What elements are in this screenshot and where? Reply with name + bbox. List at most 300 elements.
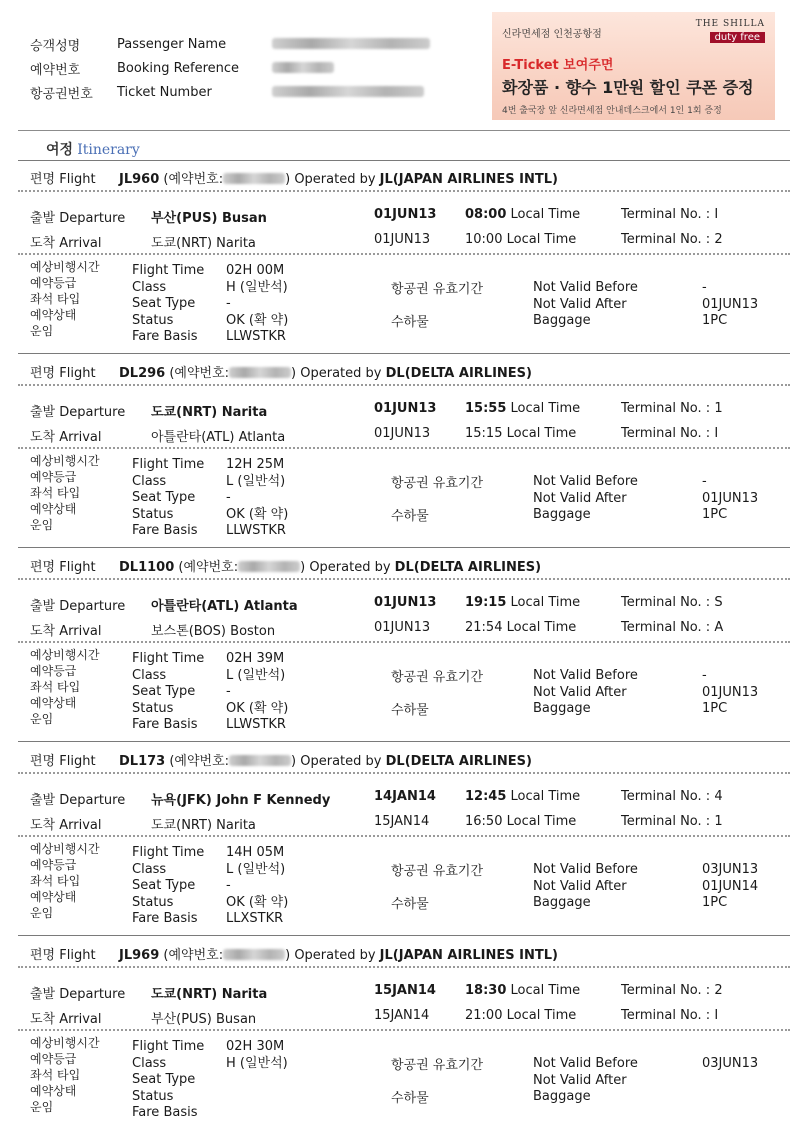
flight-header-line: DL173 (예약번호: ) Operated by DL(DELTA AIRLINES) — [119, 754, 532, 769]
seat-label-en: Seat Type — [132, 684, 196, 699]
arrival-code: (ATL) — [201, 430, 235, 445]
promo-banner[interactable] — [492, 12, 775, 120]
local-time-label: Local Time — [510, 207, 581, 222]
departure-terminal-block — [621, 595, 723, 610]
flight-header-line: JL960 (예약번호: ) Operated by JL(JAPAN AIRLINES INTL) — [119, 172, 558, 187]
arrival-date: 01JUN13 — [374, 620, 431, 635]
flight-number: DL296 — [119, 366, 166, 381]
departure-code: (JFK) — [176, 793, 212, 808]
flight-label: 편명 Flight — [30, 560, 96, 575]
promo-store: 신라면세점 인천공항점 — [502, 29, 602, 40]
itinerary-title-en: Itinerary — [77, 142, 140, 158]
detail-labels-en — [132, 845, 204, 928]
nva-value: 01JUN13 — [702, 490, 759, 506]
fare-label-en: Fare Basis — [132, 523, 198, 538]
arrival-date: 15JAN14 — [374, 814, 430, 829]
fare-label-en: Fare Basis — [132, 717, 198, 732]
baggage-label-ko: 수하물 — [391, 315, 429, 330]
status-value: OK (확 약) — [226, 700, 289, 716]
nvb-label: Not Valid Before — [533, 474, 638, 489]
arrival-terminal-block — [621, 814, 723, 829]
status-value: OK (확 약) — [226, 506, 289, 522]
flight-label: 편명 Flight — [30, 948, 96, 963]
arrival-time-block — [465, 232, 576, 247]
departure-time: 19:15 — [465, 595, 507, 610]
arrival-label: 도착 Arrival — [30, 818, 102, 833]
class-label-en: Class — [132, 1055, 167, 1071]
terminal-label: Terminal No. : — [621, 789, 711, 804]
local-time-label: Local Time — [506, 814, 577, 829]
local-time-label: Local Time — [510, 983, 581, 998]
status-label-ko: 예약상태 — [30, 1084, 77, 1098]
detail-values — [226, 651, 288, 734]
header-divider — [18, 130, 790, 131]
baggage-value: 1PC — [702, 507, 728, 522]
segment-booking-redacted — [223, 173, 285, 184]
arrival-terminal-block — [621, 426, 718, 441]
seat-value: - — [226, 490, 231, 505]
detail-labels-en — [132, 457, 204, 540]
arrival-time: 16:50 — [465, 814, 503, 829]
status-label-en: Status — [132, 894, 174, 910]
arrival-label: 도착 Arrival — [30, 1012, 102, 1027]
arrival-terminal: I — [714, 1008, 719, 1023]
flight-time-label-en: Flight Time — [132, 845, 205, 860]
class-label-en: Class — [132, 473, 167, 489]
arrival-airport — [151, 1008, 256, 1027]
arrival-terminal: 1 — [714, 814, 723, 829]
flight-time-label-ko: 예상비행시간 — [30, 648, 100, 662]
flight-header-line: DL1100 (예약번호: ) Operated by DL(DELTA AIRLINES) — [119, 560, 542, 575]
segment-dotted-divider — [18, 772, 790, 774]
departure-terminal-block — [621, 401, 723, 416]
arrival-label: 도착 Arrival — [30, 430, 102, 445]
terminal-label: Terminal No. : — [621, 814, 711, 829]
arrival-time: 10:00 — [465, 232, 503, 247]
arrival-time-block — [465, 620, 576, 635]
booking-prefix: (예약번호: — [163, 172, 224, 187]
departure-airport — [151, 595, 298, 614]
departure-terminal-block — [621, 789, 723, 804]
ticket-label-en: Ticket Number — [117, 85, 212, 100]
departure-terminal-block — [621, 207, 718, 222]
nva-label: Not Valid After — [533, 684, 627, 700]
arrival-airport — [151, 232, 256, 251]
ticket-label-ko: 항공권번호 — [30, 87, 93, 102]
baggage-label-en: Baggage — [533, 507, 591, 522]
baggage-label-ko: 수하물 — [391, 703, 429, 718]
departure-terminal: 1 — [714, 401, 723, 416]
operator-name: DL(DELTA AIRLINES) — [385, 366, 532, 381]
passenger-name-redacted — [272, 38, 430, 49]
arrival-city: Narita — [216, 818, 256, 833]
booking-label-en: Booking Reference — [117, 61, 240, 76]
arrival-time-block — [465, 1008, 576, 1023]
departure-time-block — [465, 789, 580, 804]
validity-label-ko: 항공권 유효기간 — [391, 1058, 484, 1073]
fare-label-ko: 운임 — [30, 906, 54, 920]
booking-label-ko: 예약번호 — [30, 63, 81, 78]
booking-ref-redacted — [272, 62, 334, 73]
status-value: OK (확 약) — [226, 894, 289, 910]
segment-booking-redacted — [223, 949, 285, 960]
terminal-label: Terminal No. : — [621, 620, 711, 635]
departure-label: 출발 Departure — [30, 211, 126, 226]
departure-city: Narita — [221, 405, 268, 420]
nva-label: Not Valid After — [533, 878, 627, 894]
detail-labels-en — [132, 263, 204, 346]
promo-line-3: 4번 출국장 앞 신라면세점 안내데스크에서 1인 1회 증정 — [502, 106, 722, 116]
local-time-label: Local Time — [510, 401, 581, 416]
terminal-label: Terminal No. : — [621, 426, 711, 441]
flight-label: 편명 Flight — [30, 366, 96, 381]
baggage-label-ko: 수하물 — [391, 509, 429, 524]
flight-time-label-ko: 예상비행시간 — [30, 454, 100, 468]
nva-label: Not Valid After — [533, 490, 627, 506]
baggage-label-en: Baggage — [533, 313, 591, 328]
baggage-value: 1PC — [702, 313, 728, 328]
departure-date: 14JAN14 — [374, 789, 436, 804]
nva-value: 01JUN13 — [702, 684, 759, 700]
departure-time-block — [465, 207, 580, 222]
validity-label-ko: 항공권 유효기간 — [391, 282, 484, 297]
flight-number: DL1100 — [119, 560, 175, 575]
flight-number: JL969 — [119, 948, 160, 963]
segment-dotted-divider — [18, 966, 790, 968]
departure-label: 출발 Departure — [30, 793, 126, 808]
departure-time: 18:30 — [465, 983, 507, 998]
arrival-airport — [151, 814, 256, 833]
flight-time-label-en: Flight Time — [132, 263, 205, 278]
detail-labels-ko — [30, 259, 100, 339]
departure-terminal: 2 — [714, 983, 723, 998]
class-label-en: Class — [132, 667, 167, 683]
operator-name: JL(JAPAN AIRLINES INTL) — [379, 948, 558, 963]
booking-prefix: (예약번호: — [169, 366, 230, 381]
fare-label-ko: 운임 — [30, 1100, 54, 1114]
nva-value: 01JUN13 — [702, 296, 759, 312]
seat-label-ko: 좌석 타입 — [30, 1068, 81, 1082]
class-label-ko: 예약등급 — [30, 1052, 77, 1066]
segment-dotted-divider — [18, 384, 790, 386]
arrival-code: (PUS) — [176, 1012, 212, 1027]
detail-labels-ko — [30, 841, 100, 921]
seat-label-ko: 좌석 타입 — [30, 292, 81, 306]
segment-end-divider — [18, 353, 790, 354]
itinerary-title-ko: 여정 — [46, 142, 74, 158]
departure-terminal: I — [714, 207, 719, 222]
segment-dotted-divider — [18, 1029, 790, 1031]
booking-prefix: (예약번호: — [178, 560, 239, 575]
departure-city-ko: 아틀란타 — [151, 599, 202, 614]
departure-city: Busan — [222, 211, 267, 226]
flight-time-label-ko: 예상비행시간 — [30, 260, 100, 274]
terminal-label: Terminal No. : — [621, 983, 711, 998]
detail-values — [226, 1039, 288, 1072]
flight-time-label-ko: 예상비행시간 — [30, 1036, 100, 1050]
status-label-en: Status — [132, 506, 174, 522]
validity-labels-en — [533, 280, 638, 330]
arrival-code: (NRT) — [176, 236, 213, 251]
departure-code: (NRT) — [176, 987, 218, 1002]
local-time-label: Local Time — [506, 620, 577, 635]
flight-header-line: JL969 (예약번호: ) Operated by JL(JAPAN AIRLINES INTL) — [119, 948, 558, 963]
operator-name: JL(JAPAN AIRLINES INTL) — [379, 172, 558, 187]
departure-time: 15:55 — [465, 401, 507, 416]
seat-label-en: Seat Type — [132, 1072, 196, 1087]
local-time-label: Local Time — [506, 1008, 577, 1023]
detail-labels-ko — [30, 647, 100, 727]
departure-airport — [151, 207, 267, 226]
fare-value: LLXSTKR — [226, 911, 284, 926]
departure-time-block — [465, 595, 580, 610]
flight-number: DL173 — [119, 754, 166, 769]
arrival-city-ko: 도쿄 — [151, 818, 177, 833]
validity-labels-en — [533, 862, 638, 912]
itinerary-title — [46, 139, 140, 159]
baggage-label-en: Baggage — [533, 895, 591, 910]
nvb-value: 03JUN13 — [702, 862, 759, 877]
detail-labels-en — [132, 651, 204, 734]
segment-dotted-divider — [18, 447, 790, 449]
arrival-terminal-block — [621, 620, 723, 635]
flight-header-line: DL296 (예약번호: ) Operated by DL(DELTA AIRLINES) — [119, 366, 532, 381]
arrival-city: Atlanta — [238, 430, 286, 445]
terminal-label: Terminal No. : — [621, 232, 711, 247]
segment-dotted-divider — [18, 253, 790, 255]
validity-labels-en — [533, 1056, 638, 1106]
departure-time: 12:45 — [465, 789, 507, 804]
arrival-terminal-block — [621, 232, 723, 247]
validity-label-ko: 항공권 유효기간 — [391, 864, 484, 879]
fare-label-ko: 운임 — [30, 712, 54, 726]
status-label-ko: 예약상태 — [30, 502, 77, 516]
passenger-label-en: Passenger Name — [117, 37, 227, 52]
validity-values — [702, 474, 758, 524]
validity-label-ko: 항공권 유효기간 — [391, 476, 484, 491]
operated-by-label: Operated by — [300, 366, 382, 381]
flight-time-label-en: Flight Time — [132, 651, 205, 666]
fare-value: LLWSTKR — [226, 329, 286, 344]
terminal-label: Terminal No. : — [621, 207, 711, 222]
terminal-label: Terminal No. : — [621, 1008, 711, 1023]
flight-time-value: 02H 39M — [226, 651, 285, 666]
fare-value: LLWSTKR — [226, 523, 286, 538]
fare-label-ko: 운임 — [30, 324, 54, 338]
baggage-label-en: Baggage — [533, 1089, 591, 1104]
departure-airport — [151, 983, 267, 1002]
seat-label-en: Seat Type — [132, 296, 196, 311]
departure-city-ko: 부산 — [151, 211, 177, 226]
departure-airport — [151, 401, 267, 420]
arrival-label: 도착 Arrival — [30, 236, 102, 251]
arrival-time: 21:00 — [465, 1008, 503, 1023]
departure-time-block — [465, 983, 580, 998]
detail-values — [226, 457, 288, 540]
status-label-ko: 예약상태 — [30, 308, 77, 322]
departure-city-ko: 도쿄 — [151, 405, 177, 420]
arrival-time: 21:54 — [465, 620, 503, 635]
arrival-code: (NRT) — [176, 818, 213, 833]
baggage-label-en: Baggage — [533, 701, 591, 716]
arrival-terminal: I — [714, 426, 719, 441]
terminal-label: Terminal No. : — [621, 401, 711, 416]
departure-code: (PUS) — [176, 211, 218, 226]
validity-label-ko: 항공권 유효기간 — [391, 670, 484, 685]
baggage-value: 1PC — [702, 895, 728, 910]
segment-booking-redacted — [238, 561, 300, 572]
seat-label-en: Seat Type — [132, 490, 196, 505]
validity-values — [702, 280, 758, 330]
arrival-time-block — [465, 814, 576, 829]
seat-value: - — [226, 878, 231, 893]
operator-name: DL(DELTA AIRLINES) — [385, 754, 532, 769]
departure-label: 출발 Departure — [30, 405, 126, 420]
baggage-label-ko: 수하물 — [391, 897, 429, 912]
departure-terminal: S — [714, 595, 723, 610]
arrival-city: Boston — [230, 624, 276, 639]
promo-line-1: E-Ticket 보여주면 — [502, 58, 614, 73]
departure-time-block — [465, 401, 580, 416]
operated-by-label: Operated by — [309, 560, 391, 575]
flight-time-value: 02H 00M — [226, 263, 285, 278]
segment-end-divider — [18, 547, 790, 548]
flight-time-label-en: Flight Time — [132, 1039, 205, 1054]
nvb-label: Not Valid Before — [533, 280, 638, 295]
arrival-city-ko: 아틀란타 — [151, 430, 202, 445]
flight-label: 편명 Flight — [30, 754, 96, 769]
fare-value: LLWSTKR — [226, 717, 286, 732]
nvb-label: Not Valid Before — [533, 1056, 638, 1071]
departure-date: 01JUN13 — [374, 401, 437, 416]
arrival-city: Narita — [216, 236, 256, 251]
class-value: H (일반석) — [226, 1055, 288, 1071]
booking-prefix: (예약번호: — [169, 754, 230, 769]
nvb-value: - — [702, 280, 707, 295]
nvb-value: - — [702, 668, 707, 683]
departure-date: 01JUN13 — [374, 207, 437, 222]
operator-name: DL(DELTA AIRLINES) — [394, 560, 542, 575]
flight-time-value: 12H 25M — [226, 457, 285, 472]
segment-booking-redacted — [229, 755, 291, 766]
validity-labels-en — [533, 668, 638, 718]
class-value: L (일반석) — [226, 473, 286, 489]
validity-values — [702, 862, 758, 912]
nva-value: 01JUN14 — [702, 878, 759, 894]
flight-time-value: 02H 30M — [226, 1039, 285, 1054]
arrival-terminal: A — [714, 620, 724, 635]
departure-code: (NRT) — [176, 405, 218, 420]
departure-city: Atlanta — [243, 599, 298, 614]
local-time-label: Local Time — [510, 595, 581, 610]
class-label-en: Class — [132, 279, 167, 295]
nvb-value: 03JUN13 — [702, 1056, 759, 1071]
operated-by-label: Operated by — [300, 754, 382, 769]
arrival-label: 도착 Arrival — [30, 624, 102, 639]
operated-by-label: Operated by — [294, 172, 376, 187]
class-value: L (일반석) — [226, 667, 286, 683]
detail-values — [226, 263, 288, 346]
segment-dotted-divider — [18, 835, 790, 837]
nva-label: Not Valid After — [533, 296, 627, 312]
segment-dotted-divider — [18, 190, 790, 192]
departure-code: (ATL) — [201, 599, 240, 614]
terminal-label: Terminal No. : — [621, 595, 711, 610]
validity-values — [702, 1056, 758, 1073]
arrival-city-ko: 도쿄 — [151, 236, 177, 251]
nvb-value: - — [702, 474, 707, 489]
departure-city: Narita — [221, 987, 268, 1002]
seat-value: - — [226, 684, 231, 699]
duty-free-logo: duty free — [710, 32, 765, 43]
baggage-label-ko: 수하물 — [391, 1091, 429, 1106]
nva-label: Not Valid After — [533, 1072, 627, 1088]
arrival-time-block — [465, 426, 576, 441]
departure-terminal-block — [621, 983, 723, 998]
detail-labels-ko — [30, 1035, 100, 1115]
departure-city: John F Kennedy — [216, 793, 331, 808]
arrival-airport — [151, 620, 275, 639]
shilla-logo: THE SHILLA — [695, 19, 765, 29]
seat-label-en: Seat Type — [132, 878, 196, 893]
local-time-label: Local Time — [506, 232, 577, 247]
departure-airport — [151, 789, 330, 808]
segment-end-divider — [18, 935, 790, 936]
status-value: OK (확 약) — [226, 312, 289, 328]
nvb-label: Not Valid Before — [533, 862, 638, 877]
nvb-label: Not Valid Before — [533, 668, 638, 683]
status-label-ko: 예약상태 — [30, 696, 77, 710]
departure-date: 15JAN14 — [374, 983, 436, 998]
class-value: L (일반석) — [226, 861, 286, 877]
itinerary-divider — [18, 160, 790, 161]
seat-label-ko: 좌석 타입 — [30, 874, 81, 888]
fare-label-en: Fare Basis — [132, 329, 198, 344]
departure-city-ko: 뉴욕 — [151, 793, 177, 808]
departure-terminal: 4 — [714, 789, 723, 804]
flight-number: JL960 — [119, 172, 160, 187]
departure-city-ko: 도쿄 — [151, 987, 177, 1002]
promo-line-2: 화장품 · 향수 1만원 할인 쿠폰 증정 — [502, 78, 754, 97]
detail-labels-ko — [30, 453, 100, 533]
status-label-en: Status — [132, 1088, 174, 1104]
class-label-ko: 예약등급 — [30, 470, 77, 484]
passenger-label-ko: 승객성명 — [30, 39, 81, 54]
departure-date: 01JUN13 — [374, 595, 437, 610]
fare-label-en: Fare Basis — [132, 911, 198, 926]
local-time-label: Local Time — [506, 426, 577, 441]
arrival-time: 15:15 — [465, 426, 503, 441]
flight-time-label-en: Flight Time — [132, 457, 205, 472]
class-label-en: Class — [132, 861, 167, 877]
arrival-city: Busan — [216, 1012, 257, 1027]
arrival-date: 01JUN13 — [374, 232, 431, 247]
validity-labels-en — [533, 474, 638, 524]
departure-label: 출발 Departure — [30, 599, 126, 614]
arrival-terminal: 2 — [714, 232, 723, 247]
baggage-value: 1PC — [702, 701, 728, 716]
arrival-city-ko: 부산 — [151, 1012, 177, 1027]
operated-by-label: Operated by — [294, 948, 376, 963]
departure-time: 08:00 — [465, 207, 507, 222]
seat-label-ko: 좌석 타입 — [30, 680, 81, 694]
seat-value: - — [226, 296, 231, 311]
detail-labels-en — [132, 1039, 204, 1122]
status-label-ko: 예약상태 — [30, 890, 77, 904]
departure-label: 출발 Departure — [30, 987, 126, 1002]
arrival-city-ko: 보스톤 — [151, 624, 189, 639]
class-value: H (일반석) — [226, 279, 288, 295]
